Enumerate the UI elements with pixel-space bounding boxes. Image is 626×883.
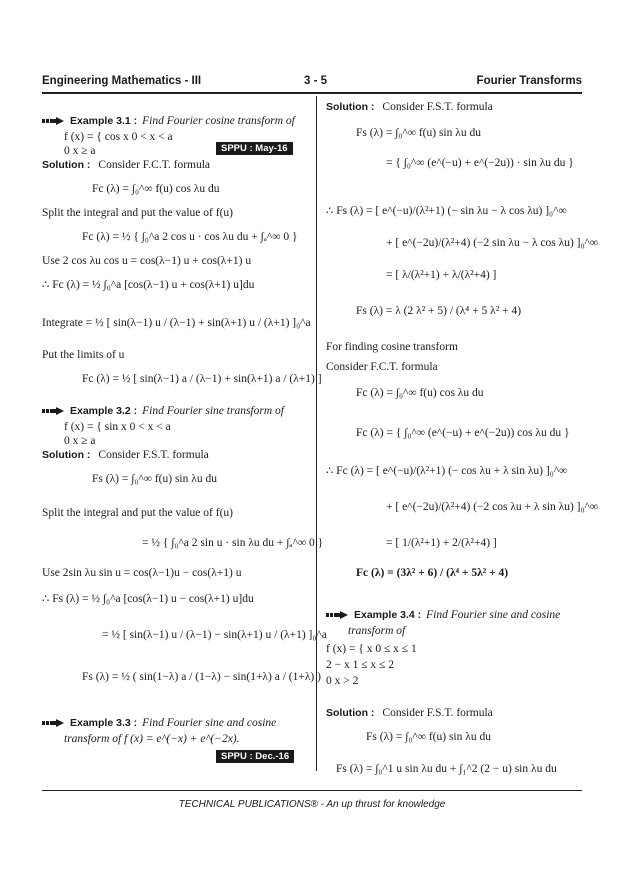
exam-badge: SPPU : Dec.-16 [216, 750, 294, 763]
math-line: ∴ Fs (λ) = ½ ∫₀^a [cos(λ−1) u − cos(λ+1) u]du [42, 593, 254, 605]
math-line: + [ e^(−2u)/(λ²+4) (−2 cos λu + λ sin λu) ]₀^∞ [386, 501, 599, 513]
example-heading [42, 114, 295, 128]
math-line: Use 2 cos λu cos u = cos(λ−1) u + cos(λ+1) u [42, 255, 252, 267]
example-label: Example 3.1 : [70, 115, 138, 127]
math-line: Fc (λ) = ½ { ∫₀^a 2 cos u · cos λu du + ∫ₐ^∞ 0 } [82, 231, 298, 243]
solution-line [326, 706, 493, 720]
solution-line [42, 448, 209, 462]
page-header [42, 75, 582, 91]
solution-text: Consider F.C.T. formula [98, 159, 211, 171]
math-line: ∴ Fc (λ) = [ e^(−u)/(λ²+1) (− cos λu + λ sin λu) ]₀^∞ [326, 465, 568, 477]
math-line: Consider F.C.T. formula [326, 361, 438, 373]
math-line: Fs (λ) = λ (2 λ² + 5) / (λ⁴ + 5 λ² + 4) [356, 305, 522, 317]
example-description: Find Fourier sine transform of [142, 405, 284, 417]
math-line: Fs (λ) = ∫₀^1 u sin λu du + ∫₁^2 (2 − u) sin λu du [336, 763, 557, 775]
example-description: Find Fourier sine and cosine [142, 717, 277, 729]
solution-text: Consider F.S.T. formula [98, 449, 209, 461]
math-line: 0 x > 2 [326, 675, 359, 687]
solution-label: Solution : [326, 101, 375, 113]
exam-badge: SPPU : May-16 [216, 142, 293, 155]
math-line: = { ∫₀^∞ (e^(−u) + e^(−2u)) · sin λu du } [386, 157, 574, 169]
example-arrow-icon [42, 719, 64, 727]
math-line: = ½ { ∫₀^a 2 sin u · sin λu du + ∫ₐ^∞ 0 } [142, 537, 324, 549]
math-line: ∴ Fs (λ) = [ e^(−u)/(λ²+1) (− sin λu − λ cos λu) ]₀^∞ [326, 205, 567, 217]
example-heading [42, 716, 276, 730]
example-arrow-icon [326, 611, 348, 619]
math-line: Fc (λ) = (3λ² + 6) / (λ⁴ + 5λ² + 4) [356, 567, 509, 579]
math-line: = [ λ/(λ²+1) + λ/(λ²+4) ] [386, 269, 497, 281]
solution-label: Solution : [326, 707, 375, 719]
solution-text: Consider F.S.T. formula [382, 707, 493, 719]
math-line: 2 − x 1 ≤ x ≤ 2 [326, 659, 394, 671]
header-rule [42, 92, 582, 94]
math-line: + [ e^(−2u)/(λ²+4) (−2 sin λu − λ cos λu) ]₀^∞ [386, 237, 599, 249]
chapter-title: Fourier Transforms [476, 75, 582, 87]
math-line: Fc (λ) = { ∫₀^∞ (e^(−u) + e^(−2u)) cos λu du } [356, 427, 570, 439]
math-line: = [ 1/(λ²+1) + 2/(λ²+4) ] [386, 537, 497, 549]
math-line: Fc (λ) = ½ [ sin(λ−1) a / (λ−1) + sin(λ+1) a / (λ+1) ] [82, 373, 322, 385]
solution-line [326, 100, 493, 114]
example-description: Find Fourier cosine transform of [142, 115, 295, 127]
solution-line [42, 158, 210, 172]
example-label: Example 3.2 : [70, 405, 138, 417]
book-title: Engineering Mathematics - III [42, 75, 202, 87]
example-label: Example 3.4 : [354, 609, 422, 621]
math-line: = ½ [ sin(λ−1) u / (λ−1) − sin(λ+1) u / (λ+1) ]₀^a [102, 629, 327, 641]
example-arrow-icon [42, 117, 64, 125]
math-line: Put the limits of u [42, 349, 125, 361]
math-line: Fs (λ) = ∫₀^∞ f(u) sin λu du [366, 731, 491, 743]
solution-label: Solution : [42, 449, 91, 461]
example-label: Example 3.3 : [70, 717, 138, 729]
solution-text: Consider F.S.T. formula [382, 101, 493, 113]
page-number: 3 - 5 [304, 75, 328, 87]
example-heading [326, 608, 560, 622]
math-line: Split the integral and put the value of f(u) [42, 207, 233, 219]
math-line: Use 2sin λu sin u = cos(λ−1)u − cos(λ+1) u [42, 567, 242, 579]
math-line: Fc (λ) = ∫₀^∞ f(u) cos λu du [92, 183, 220, 195]
math-line: Fs (λ) = ∫₀^∞ f(u) sin λu du [356, 127, 481, 139]
math-line: Fc (λ) = ∫₀^∞ f(u) cos λu du [356, 387, 484, 399]
example-arrow-icon [42, 407, 64, 415]
footer-rule [42, 790, 582, 791]
math-line: 0 x ≥ a [64, 145, 96, 157]
math-line: ∴ Fc (λ) = ½ ∫₀^a [cos(λ−1) u + cos(λ+1) u]du [42, 279, 255, 291]
footer-text: TECHNICAL PUBLICATIONS® - An up thrust for knowledge [178, 799, 446, 810]
example-heading [42, 404, 284, 418]
math-line: f (x) = { x 0 ≤ x ≤ 1 [326, 643, 417, 655]
math-line: transform of [348, 625, 406, 637]
math-line: transform of f (x) = e^(−x) + e^(−2x). [64, 733, 240, 745]
math-line: Fs (λ) = ½ ( sin(1−λ) a / (1−λ) − sin(1+λ) a / (1+λ) ) [82, 671, 321, 683]
math-line: For finding cosine transform [326, 341, 458, 353]
math-line: f (x) = { cos x 0 < x < a [64, 131, 173, 143]
math-line: f (x) = { sin x 0 < x < a [64, 421, 171, 433]
math-line: Integrate = ½ [ sin(λ−1) u / (λ−1) + sin(λ+1) u / (λ+1) ]₀^a [42, 317, 311, 329]
example-description: Find Fourier sine and cosine [426, 609, 561, 621]
math-line: 0 x ≥ a [64, 435, 96, 447]
math-line: Split the integral and put the value of f(u) [42, 507, 233, 519]
solution-label: Solution : [42, 159, 91, 171]
math-line: Fs (λ) = ∫₀^∞ f(u) sin λu du [92, 473, 217, 485]
